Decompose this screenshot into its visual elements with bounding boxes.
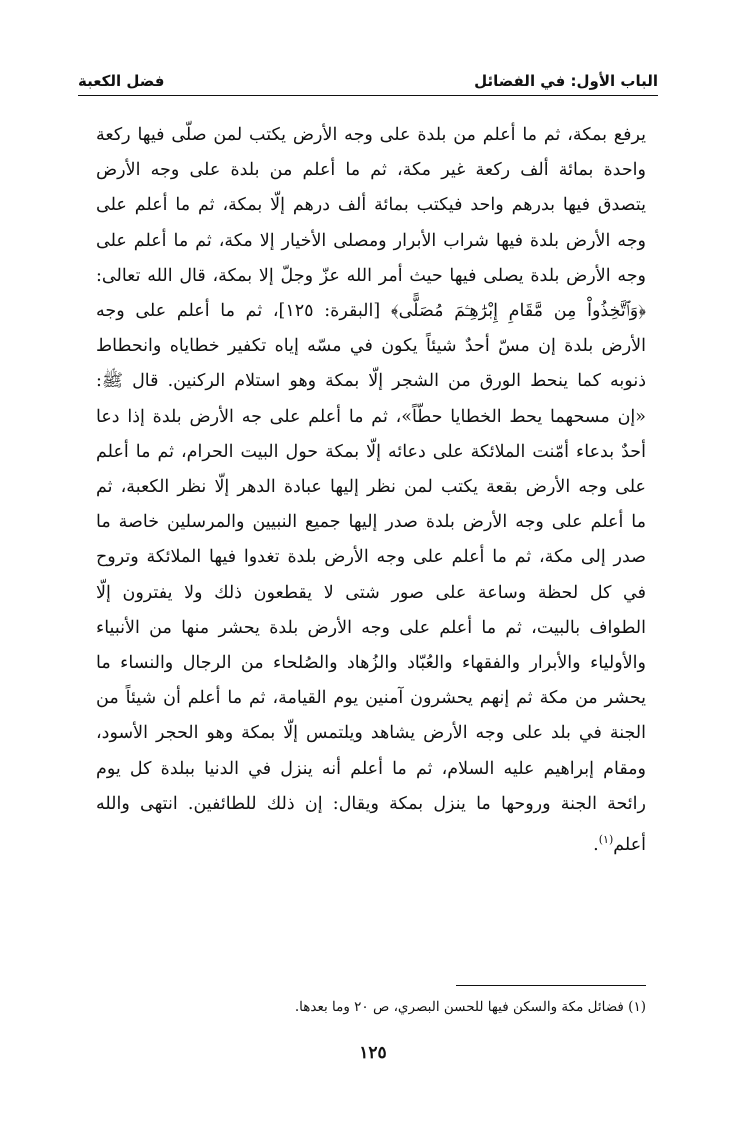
footnote-text: فضائل مكة والسكن فيها للحسن البصري، ص ٢٠ وما بعدها. — [294, 999, 624, 1015]
running-header — [78, 56, 658, 90]
paragraph-text: يرفع بمكة، ثم ما أعلم من بلدة على وجه الأرض يكتب لمن صلّى فيها ركعة واحدة بمائة ألف ركعة غير مكة، ثم ما أعلم من بلدة على وجه الأرض يتصدق فيها بدرهم واحد فيكتب بمائة ألف درهم إلّا بمكة، ثم ما أعلم على وجه الأرض بلدة فيها شراب الأبرار ومصلى الأخيار إلا مكة، ثم ما أعلم على وجه الأرض بلدة يصلى فيها حيث أمر الله عزّ وجلّ إلا بمكة، قال الله تعالى: ﴿وَٱتَّخِذُواْ مِن مَّقَامِ إِبْرَٰهِـۧمَ مُصَلًّى﴾ [البقرة: ١٢٥]، ثم ما أعلم على وجه الأرض بلدة إن مسّ أحدٌ شيئاً يكون في مسّه إياه تكفير خطاياه وانحطاط ذنوبه كما ينحط الورق من الشجر إلّا بمكة وهو استلام الركنين. قال ﷺ: «إن مسحهما يحط الخطايا حطّاً»، ثم ما أعلم على جه الأرض بلدة إذا دعا أحدٌ بدعاء أمّنت الملائكة على دعائه إلّا بمكة حول البيت الحرام، ثم ما أعلم على وجه الأرض بقعة يكتب لمن نظر إليها عبادة الدهر إلّا نظر الكعبة، ثم ما أعلم على وجه الأرض بلدة صدر إليها جميع النبيين والمرسلين خاصة ما صدر إلى مكة، ثم ما أعلم على وجه الأرض بلدة تغدوا فيها الملائكة وتروح في كل لحظة وساعة على صور شتى لا يقطعون ذلك ولا يفترون إلّا الطواف بالبيت، ثم ما أعلم على وجه الأرض بلدة يحشر منها من الأنبياء والأولياء والأبرار والفقهاء والعُبّاد والزُهاد والصُلحاء من الرجال والنساء ما يحشر من مكة ثم إنهم يحشرون آمنين يوم القيامة، ثم ما أعلم أن شيئاً من الجنة في بلد على وجه الأرض يشاهد ويلتمس إلّا بمكة وهو الحجر الأسود، ومقام إبراهيم عليه السلام، ثم ما أعلم أنه ينزل في الدنيا ببلدة كل يوم رائحة الجنة وروحها ما ينزل بمكة ويقال: إن ذلك للطائفين. انتهى والله أعلم — [96, 125, 646, 855]
footnote — [96, 996, 646, 1018]
body-paragraph — [96, 118, 646, 863]
paragraph-end: . — [593, 834, 599, 855]
footnote-marker: (١) — [598, 833, 614, 847]
header-rule — [78, 95, 658, 96]
chapter-title: الباب الأول: في الفضائل — [474, 72, 658, 90]
footnote-number: (١) — [628, 999, 646, 1015]
section-title: فضل الكعبة — [78, 72, 165, 90]
page-number: ١٢٥ — [359, 1043, 387, 1063]
main-text — [96, 118, 646, 863]
footnote-rule — [456, 985, 646, 986]
